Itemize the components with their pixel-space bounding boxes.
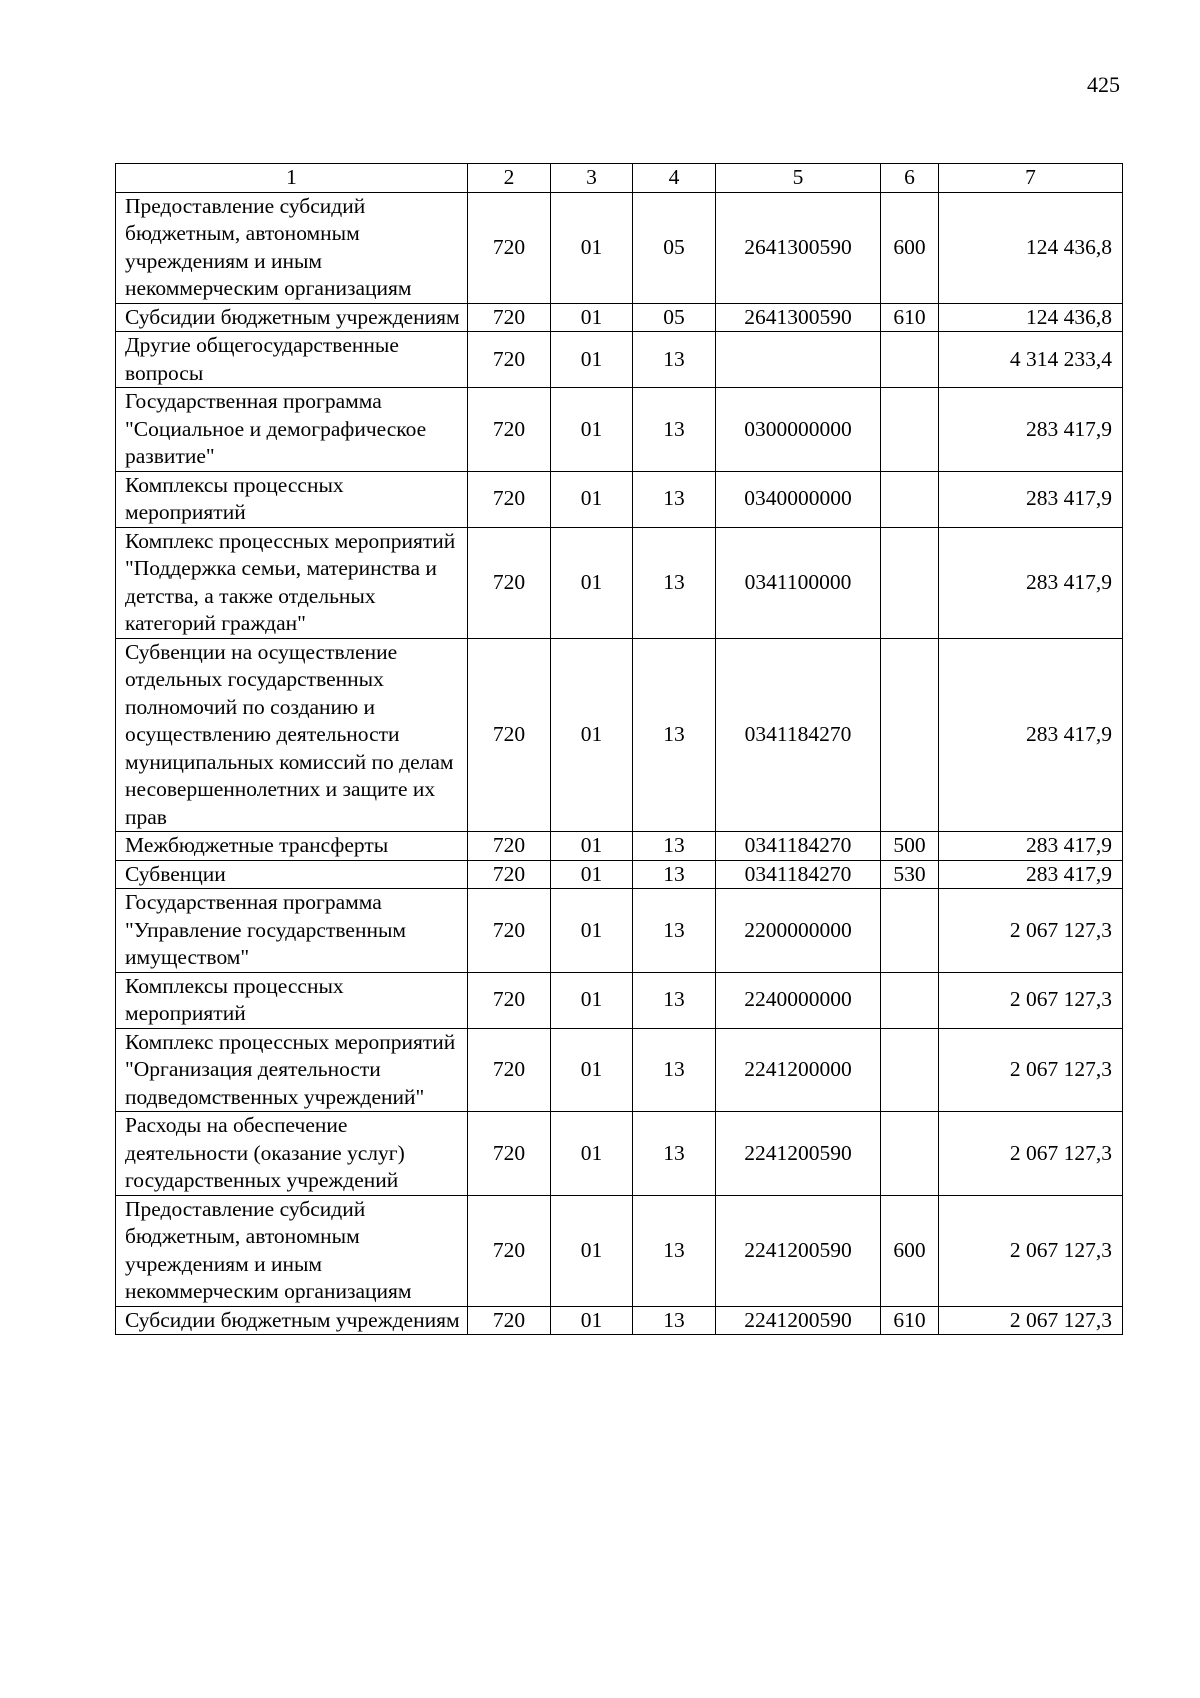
- cell-code-4: 13: [633, 1112, 716, 1196]
- cell-code-2: 720: [468, 1028, 551, 1112]
- cell-name: Субвенции на осуществление отдельных государственных полномочий по созданию и осуществлению деятельности муниципальных комиссий по делам несовершеннолетних и защите их прав: [116, 638, 468, 832]
- column-header: 2: [468, 164, 551, 193]
- table-body: [116, 192, 1123, 1335]
- cell-code-3: 01: [551, 972, 633, 1028]
- cell-code-2: 720: [468, 303, 551, 332]
- cell-amount: 283 417,9: [939, 471, 1123, 527]
- cell-code-2: 720: [468, 638, 551, 832]
- cell-code-2: 720: [468, 192, 551, 303]
- cell-code-3: 01: [551, 638, 633, 832]
- cell-code-6: 610: [881, 303, 939, 332]
- cell-amount: 2 067 127,3: [939, 972, 1123, 1028]
- cell-name: Другие общегосударственные вопросы: [116, 332, 468, 388]
- cell-name: Комплексы процессных мероприятий: [116, 972, 468, 1028]
- cell-code-3: 01: [551, 889, 633, 973]
- cell-code-4: 13: [633, 832, 716, 861]
- cell-amount: 283 417,9: [939, 527, 1123, 638]
- cell-code-4: 13: [633, 972, 716, 1028]
- cell-code-5: 2641300590: [716, 192, 881, 303]
- cell-code-4: 05: [633, 303, 716, 332]
- cell-code-2: 720: [468, 832, 551, 861]
- table-row: [116, 1306, 1123, 1335]
- cell-code-3: 01: [551, 832, 633, 861]
- cell-code-6: [881, 527, 939, 638]
- table-row: [116, 192, 1123, 303]
- cell-code-4: 13: [633, 527, 716, 638]
- table-row: [116, 388, 1123, 472]
- table-row: [116, 860, 1123, 889]
- cell-code-5: 0340000000: [716, 471, 881, 527]
- cell-code-4: 13: [633, 638, 716, 832]
- cell-code-4: 13: [633, 1195, 716, 1306]
- cell-code-6: [881, 388, 939, 472]
- cell-code-3: 01: [551, 388, 633, 472]
- cell-code-3: 01: [551, 1306, 633, 1335]
- table-row: [116, 638, 1123, 832]
- budget-table: [115, 163, 1123, 1335]
- cell-code-3: 01: [551, 1028, 633, 1112]
- table-row: [116, 972, 1123, 1028]
- cell-code-5: 2240000000: [716, 972, 881, 1028]
- table-row: [116, 1195, 1123, 1306]
- cell-amount: 283 417,9: [939, 388, 1123, 472]
- cell-code-6: [881, 1028, 939, 1112]
- cell-name: Государственная программа "Управление государственным имуществом": [116, 889, 468, 973]
- cell-code-6: 530: [881, 860, 939, 889]
- cell-code-5: 0341184270: [716, 832, 881, 861]
- table-row: [116, 1112, 1123, 1196]
- table-row: [116, 527, 1123, 638]
- column-header: 1: [116, 164, 468, 193]
- column-header: 4: [633, 164, 716, 193]
- cell-code-5: 2241200590: [716, 1112, 881, 1196]
- cell-code-3: 01: [551, 332, 633, 388]
- cell-name: Субсидии бюджетным учреждениям: [116, 303, 468, 332]
- cell-code-5: 0341100000: [716, 527, 881, 638]
- cell-code-5: 2241200590: [716, 1306, 881, 1335]
- cell-code-3: 01: [551, 860, 633, 889]
- cell-code-6: 500: [881, 832, 939, 861]
- cell-amount: 2 067 127,3: [939, 1306, 1123, 1335]
- cell-code-3: 01: [551, 1112, 633, 1196]
- cell-amount: 2 067 127,3: [939, 1195, 1123, 1306]
- cell-code-5: [716, 332, 881, 388]
- cell-code-4: 13: [633, 889, 716, 973]
- cell-code-5: 2641300590: [716, 303, 881, 332]
- cell-code-5: 0341184270: [716, 860, 881, 889]
- table-row: [116, 889, 1123, 973]
- cell-code-6: [881, 638, 939, 832]
- cell-name: Предоставление субсидий бюджетным, автономным учреждениям и иным некоммерческим организациям: [116, 1195, 468, 1306]
- cell-code-6: [881, 332, 939, 388]
- table-row: [116, 332, 1123, 388]
- cell-code-2: 720: [468, 889, 551, 973]
- cell-amount: 283 417,9: [939, 860, 1123, 889]
- cell-code-6: [881, 972, 939, 1028]
- column-header: 5: [716, 164, 881, 193]
- cell-amount: 2 067 127,3: [939, 889, 1123, 973]
- cell-code-2: 720: [468, 332, 551, 388]
- table-row: [116, 1028, 1123, 1112]
- cell-code-3: 01: [551, 1195, 633, 1306]
- cell-code-2: 720: [468, 860, 551, 889]
- page-number: 425: [1087, 72, 1120, 97]
- cell-amount: 283 417,9: [939, 832, 1123, 861]
- cell-code-2: 720: [468, 1306, 551, 1335]
- column-header: 7: [939, 164, 1123, 193]
- cell-name: Субсидии бюджетным учреждениям: [116, 1306, 468, 1335]
- cell-code-6: [881, 889, 939, 973]
- cell-name: Комплекс процессных мероприятий "Поддержка семьи, материнства и детства, а также отдельных категорий граждан": [116, 527, 468, 638]
- cell-code-2: 720: [468, 1195, 551, 1306]
- cell-code-5: 2200000000: [716, 889, 881, 973]
- table-row: [116, 832, 1123, 861]
- cell-code-4: 13: [633, 471, 716, 527]
- cell-amount: 283 417,9: [939, 638, 1123, 832]
- cell-name: Субвенции: [116, 860, 468, 889]
- cell-name: Расходы на обеспечение деятельности (оказание услуг) государственных учреждений: [116, 1112, 468, 1196]
- cell-code-6: 600: [881, 192, 939, 303]
- cell-code-2: 720: [468, 471, 551, 527]
- cell-code-6: 610: [881, 1306, 939, 1335]
- cell-code-5: 2241200590: [716, 1195, 881, 1306]
- cell-code-4: 13: [633, 1306, 716, 1335]
- cell-code-4: 05: [633, 192, 716, 303]
- cell-amount: 124 436,8: [939, 303, 1123, 332]
- header-row: [116, 164, 1123, 193]
- cell-amount: 124 436,8: [939, 192, 1123, 303]
- cell-name: Предоставление субсидий бюджетным, автономным учреждениям и иным некоммерческим организациям: [116, 192, 468, 303]
- cell-code-5: 0300000000: [716, 388, 881, 472]
- cell-name: Комплекс процессных мероприятий "Организация деятельности подведомственных учреждений": [116, 1028, 468, 1112]
- cell-code-3: 01: [551, 192, 633, 303]
- cell-amount: 2 067 127,3: [939, 1112, 1123, 1196]
- cell-code-2: 720: [468, 388, 551, 472]
- cell-code-2: 720: [468, 972, 551, 1028]
- cell-code-5: 0341184270: [716, 638, 881, 832]
- cell-code-3: 01: [551, 527, 633, 638]
- cell-name: Комплексы процессных мероприятий: [116, 471, 468, 527]
- cell-code-3: 01: [551, 471, 633, 527]
- cell-code-5: 2241200000: [716, 1028, 881, 1112]
- column-header: 6: [881, 164, 939, 193]
- cell-code-4: 13: [633, 860, 716, 889]
- cell-amount: 4 314 233,4: [939, 332, 1123, 388]
- cell-code-6: [881, 1112, 939, 1196]
- cell-code-2: 720: [468, 527, 551, 638]
- cell-code-3: 01: [551, 303, 633, 332]
- table-row: [116, 303, 1123, 332]
- cell-code-4: 13: [633, 1028, 716, 1112]
- cell-name: Межбюджетные трансферты: [116, 832, 468, 861]
- cell-code-6: [881, 471, 939, 527]
- cell-amount: 2 067 127,3: [939, 1028, 1123, 1112]
- cell-code-4: 13: [633, 388, 716, 472]
- cell-name: Государственная программа "Социальное и демографическое развитие": [116, 388, 468, 472]
- cell-code-2: 720: [468, 1112, 551, 1196]
- cell-code-6: 600: [881, 1195, 939, 1306]
- table-row: [116, 471, 1123, 527]
- cell-code-4: 13: [633, 332, 716, 388]
- column-header: 3: [551, 164, 633, 193]
